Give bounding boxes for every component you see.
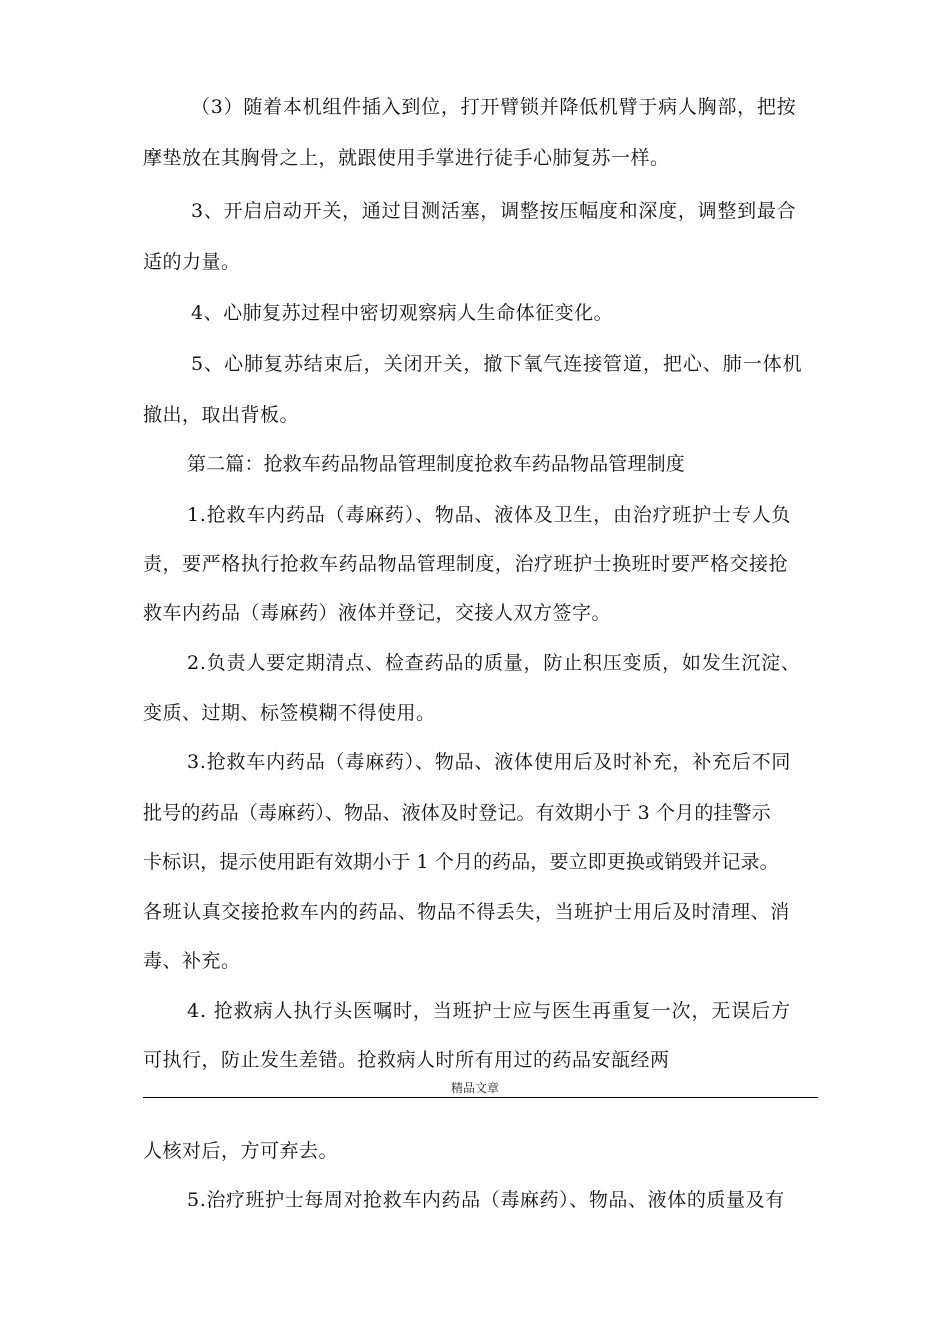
text-line: 2.负责人要定期清点、检查药品的质量，防止积压变质，如发生沉淀、 [187, 652, 801, 674]
text-line: 救车内药品（毒麻药）液体并登记，交接人双方签字。 [143, 602, 612, 624]
text-line: 批号的药品（毒麻药）、物品、液体及时登记。有效期小于 3 个月的挂警示 [143, 802, 771, 824]
text-line: 可执行，防止发生差错。抢救病人时所有用过的药品安瓿经两 [143, 1049, 670, 1071]
text-line: 5.治疗班护士每周对抢救车内药品（毒麻药）、物品、液体的质量及有 [187, 1189, 785, 1211]
text-line: 各班认真交接抢救车内的药品、物品不得丢失，当班护士用后及时清理、消 [143, 901, 790, 923]
text-line: 责，要严格执行抢救车药品物品管理制度，治疗班护士换班时要严格交接抢 [143, 553, 789, 575]
text-line: 4. 抢救病人执行头医嘱时，当班护士应与医生再重复一次，无误后方 [187, 1000, 791, 1022]
footer-divider [143, 1097, 818, 1098]
text-line: 卡标识，提示使用距有效期小于 1 个月的药品，要立即更换或销毁并记录。 [143, 851, 779, 873]
text-line: 1.抢救车内药品（毒麻药）、物品、液体及卫生，由治疗班护士专人负 [187, 504, 792, 526]
text-line: 3、开启启动开关，通过目测活塞，调整按压幅度和深度，调整到最合 [191, 200, 797, 222]
footer-label: 精品文章 [450, 1081, 499, 1095]
text-line: 人核对后，方可弃去。 [143, 1140, 339, 1162]
text-line: 变质、过期、标签模糊不得使用。 [143, 702, 436, 724]
text-line: 4、心肺复苏过程中密切观察病人生命体征变化。 [191, 302, 614, 324]
text-line: 5、心肺复苏结束后，关闭开关，撤下氧气连接管道，把心、肺一体机 [191, 353, 803, 375]
text-line: （3）随着本机组件插入到位，打开臂锁并降低机臂于病人胸部，把按 [191, 96, 797, 118]
text-line: 适的力量。 [143, 251, 241, 273]
text-line: 3.抢救车内药品（毒麻药）、物品、液体使用后及时补充，补充后不同 [187, 751, 792, 773]
text-line: 撤出，取出背板。 [143, 404, 300, 426]
section-heading: 第二篇：抢救车药品物品管理制度抢救车药品物品管理制度 [187, 453, 685, 475]
text-line: 毒、补充。 [143, 950, 241, 972]
text-line: 摩垫放在其胸骨之上，就跟使用手掌进行徒手心肺复苏一样。 [143, 147, 670, 169]
